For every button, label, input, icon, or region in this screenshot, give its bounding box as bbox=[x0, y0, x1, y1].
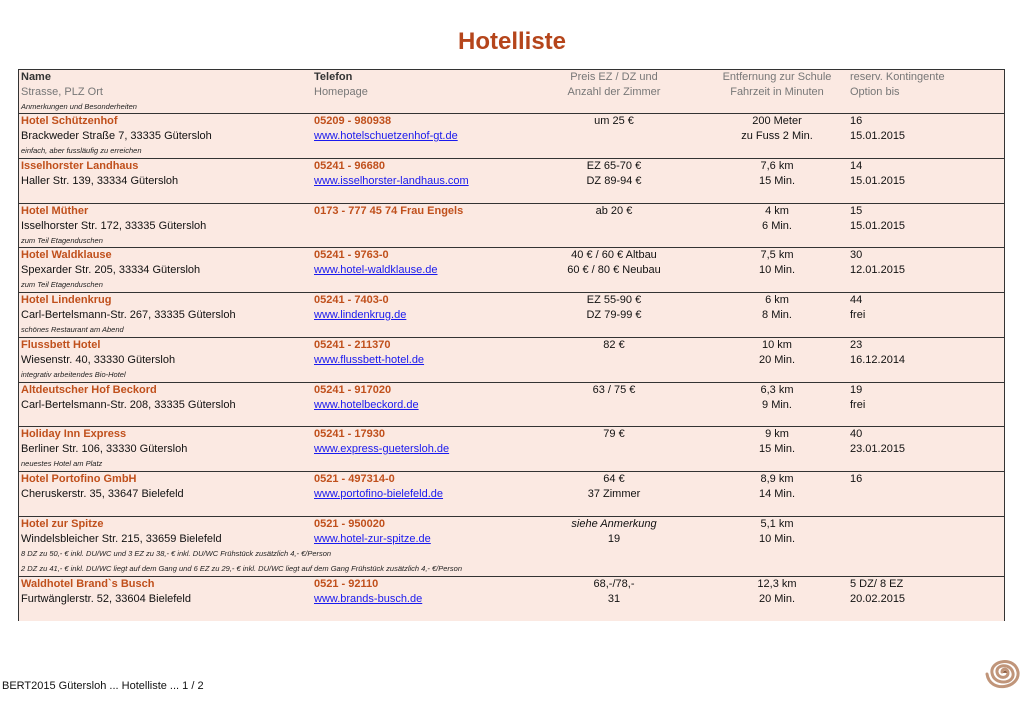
hotel-price: EZ 65-70 € bbox=[586, 160, 642, 172]
hotel-table bbox=[18, 69, 1005, 621]
hotel-drive-time: 10 Min. bbox=[758, 533, 796, 545]
hotel-name: Hotel zur Spitze bbox=[21, 518, 104, 530]
hotel-price: 68,-/78,- bbox=[593, 578, 635, 590]
hotel-address: Windelsbleicher Str. 215, 33659 Bielefeld bbox=[21, 533, 222, 545]
hotel-phone: 0521 - 950020 bbox=[314, 518, 385, 530]
hotel-option-date: frei bbox=[850, 399, 866, 411]
header-notes: Anmerkungen und Besonderheiten bbox=[21, 102, 137, 111]
hotel-price: 63 / 75 € bbox=[592, 384, 636, 396]
hotel-phone: 05209 - 980938 bbox=[314, 115, 392, 127]
hotel-phone: 05241 - 7403-0 bbox=[314, 294, 389, 306]
hotel-address: Haller Str. 139, 33334 Gütersloh bbox=[21, 175, 179, 187]
hotel-name: Holiday Inn Express bbox=[21, 428, 127, 440]
hotel-distance: 5,1 km bbox=[760, 518, 794, 530]
hotel-drive-time: 15 Min. bbox=[758, 443, 796, 455]
hotel-row bbox=[19, 114, 1004, 159]
spiral-logo-icon bbox=[982, 646, 1022, 698]
hotel-distance: 8,9 km bbox=[760, 473, 794, 485]
hotel-homepage-link[interactable]: www.brands-busch.de bbox=[314, 593, 423, 605]
page-footer: BERT2015 Gütersloh ... Hotelliste ... 1 / 2 bbox=[2, 680, 204, 692]
header-option: Option bis bbox=[850, 86, 900, 98]
hotel-rooms: 37 Zimmer bbox=[587, 488, 641, 500]
hotel-contingent: 16 bbox=[850, 473, 863, 485]
hotel-note: 8 DZ zu 50,- € inkl. DU/WC und 3 EZ zu 38,- € inkl. DU/WC Frühstück zusätzlich 4,- €/Person bbox=[21, 549, 332, 558]
hotel-price: 82 € bbox=[603, 339, 625, 351]
hotel-option-date: 15.01.2015 bbox=[850, 220, 906, 232]
hotel-price-dz: 60 € / 80 € Neubau bbox=[567, 264, 661, 276]
hotel-price: 40 € / 60 € Altbau bbox=[571, 249, 657, 261]
hotel-note: einfach, aber fussläufig zu erreichen bbox=[21, 146, 142, 155]
header-price: Preis EZ / DZ und bbox=[570, 71, 658, 83]
hotel-row bbox=[19, 293, 1004, 338]
hotel-note: zum Teil Etagenduschen bbox=[21, 280, 103, 289]
hotel-price: 64 € bbox=[603, 473, 625, 485]
hotel-row bbox=[19, 338, 1004, 383]
hotel-contingent: 14 bbox=[850, 160, 863, 172]
hotel-phone: 05241 - 17930 bbox=[314, 428, 385, 440]
hotel-name: Hotel Waldklause bbox=[21, 249, 112, 261]
hotel-option-date: 23.01.2015 bbox=[850, 443, 906, 455]
hotel-note: neuestes Hotel am Platz bbox=[21, 459, 103, 468]
hotel-note: zum Teil Etagenduschen bbox=[21, 236, 103, 245]
hotel-phone: 05241 - 211370 bbox=[314, 339, 391, 351]
hotel-homepage-link[interactable]: www.flussbett-hotel.de bbox=[314, 354, 425, 366]
hotel-phone: 0521 - 497314-0 bbox=[314, 473, 395, 485]
hotel-row bbox=[19, 248, 1004, 293]
hotel-note-2: 2 DZ zu 41,- € inkl. DU/WC liegt auf dem Gang und 6 EZ zu 29,- € inkl. DU/WC liegt auf dem Gang Frühstück zusätzlich 4,- €/Person bbox=[21, 564, 463, 573]
hotel-homepage-link[interactable]: www.hotelbeckord.de bbox=[314, 399, 419, 411]
hotel-name: Hotel Lindenkrug bbox=[21, 294, 112, 306]
hotel-option-date: 20.02.2015 bbox=[850, 593, 906, 605]
hotel-price: ab 20 € bbox=[595, 205, 633, 217]
hotel-row bbox=[19, 159, 1004, 204]
hotel-homepage-link[interactable]: www.lindenkrug.de bbox=[314, 309, 407, 321]
hotel-name: Altdeutscher Hof Beckord bbox=[21, 384, 157, 396]
hotel-distance: 12,3 km bbox=[757, 578, 797, 590]
hotel-distance: 6 km bbox=[765, 294, 789, 306]
hotel-rooms: 19 bbox=[607, 533, 621, 545]
hotel-phone: 0173 - 777 45 74 Frau Engels bbox=[314, 205, 464, 217]
hotel-distance: 7,6 km bbox=[760, 160, 794, 172]
hotel-rooms: 31 bbox=[607, 593, 621, 605]
hotel-contingent: 40 bbox=[850, 428, 863, 440]
hotel-contingent: 23 bbox=[850, 339, 863, 351]
hotel-row bbox=[19, 427, 1004, 472]
hotel-name: Hotel Schützenhof bbox=[21, 115, 118, 127]
header-rooms: Anzahl der Zimmer bbox=[567, 86, 661, 98]
header-address: Strasse, PLZ Ort bbox=[21, 86, 103, 98]
hotel-option-date: frei bbox=[850, 309, 866, 321]
hotel-phone: 0521 - 92110 bbox=[314, 578, 379, 590]
hotel-option-date: 15.01.2015 bbox=[850, 130, 906, 142]
hotel-name: Waldhotel Brand`s Busch bbox=[21, 578, 155, 590]
hotel-address: Wiesenstr. 40, 33330 Gütersloh bbox=[21, 354, 176, 366]
hotel-contingent: 16 bbox=[850, 115, 863, 127]
hotel-row bbox=[19, 472, 1004, 517]
hotel-contingent: 30 bbox=[850, 249, 863, 261]
hotel-price: um 25 € bbox=[594, 115, 634, 127]
hotel-price: siehe Anmerkung bbox=[571, 518, 657, 530]
hotel-distance: 6,3 km bbox=[760, 384, 794, 396]
hotel-address: Furtwänglerstr. 52, 33604 Bielefeld bbox=[21, 593, 191, 605]
hotel-price: EZ 55-90 € bbox=[586, 294, 642, 306]
header-homepage: Homepage bbox=[314, 86, 368, 98]
hotel-address: Isselhorster Str. 172, 33335 Gütersloh bbox=[21, 220, 207, 232]
hotel-drive-time: 20 Min. bbox=[758, 354, 796, 366]
hotel-price: 79 € bbox=[603, 428, 625, 440]
header-drive-time: Fahrzeit in Minuten bbox=[730, 86, 824, 98]
hotel-note: schönes Restaurant am Abend bbox=[21, 325, 124, 334]
hotel-homepage-link[interactable]: www.hotel-zur-spitze.de bbox=[314, 533, 431, 545]
hotel-contingent: 15 bbox=[850, 205, 863, 217]
table-header bbox=[19, 70, 1004, 114]
hotel-homepage-link[interactable]: www.isselhorster-landhaus.com bbox=[314, 175, 469, 187]
hotel-drive-time: zu Fuss 2 Min. bbox=[741, 130, 813, 142]
hotel-phone: 05241 - 9763-0 bbox=[314, 249, 389, 261]
hotel-row bbox=[19, 383, 1004, 427]
header-phone: Telefon bbox=[314, 71, 353, 83]
hotel-distance: 7,5 km bbox=[760, 249, 794, 261]
hotel-distance: 10 km bbox=[762, 339, 792, 351]
hotel-drive-time: 15 Min. bbox=[758, 175, 796, 187]
hotel-address: Spexarder Str. 205, 33334 Gütersloh bbox=[21, 264, 201, 276]
hotel-option-date: 12.01.2015 bbox=[850, 264, 906, 276]
hotel-phone: 05241 - 96680 bbox=[314, 160, 385, 172]
hotel-row bbox=[19, 577, 1004, 621]
hotel-name: Isselhorster Landhaus bbox=[21, 160, 139, 172]
hotel-drive-time: 20 Min. bbox=[758, 593, 796, 605]
hotel-homepage-link[interactable]: www.hotel-waldklause.de bbox=[314, 264, 438, 276]
hotel-address: Carl-Bertelsmann-Str. 267, 33335 Gütersloh bbox=[21, 309, 236, 321]
hotel-option-date: 16.12.2014 bbox=[850, 354, 906, 366]
page-title: Hotelliste bbox=[457, 28, 567, 55]
hotel-drive-time: 14 Min. bbox=[758, 488, 796, 500]
hotel-distance: 9 km bbox=[765, 428, 789, 440]
header-reservation: reserv. Kontingente bbox=[850, 71, 945, 83]
header-distance: Entfernung zur Schule bbox=[722, 71, 832, 83]
hotel-name: Flussbett Hotel bbox=[21, 339, 101, 351]
header-name: Name bbox=[21, 71, 51, 83]
hotel-homepage-link[interactable]: www.express-guetersloh.de bbox=[314, 443, 450, 455]
hotel-address: Brackweder Straße 7, 33335 Gütersloh bbox=[21, 130, 212, 142]
hotel-price-dz: DZ 89-94 € bbox=[586, 175, 642, 187]
hotel-drive-time: 10 Min. bbox=[758, 264, 796, 276]
hotel-name: Hotel Müther bbox=[21, 205, 89, 217]
hotel-address: Cheruskerstr. 35, 33647 Bielefeld bbox=[21, 488, 184, 500]
hotel-contingent: 19 bbox=[850, 384, 863, 396]
hotel-row bbox=[19, 204, 1004, 248]
hotel-drive-time: 9 Min. bbox=[762, 399, 792, 411]
hotel-phone: 05241 - 917020 bbox=[314, 384, 392, 396]
hotel-address: Berliner Str. 106, 33330 Gütersloh bbox=[21, 443, 188, 455]
hotel-note: integrativ arbeitendes Bio-Hotel bbox=[21, 370, 126, 379]
hotel-option-date: 15.01.2015 bbox=[850, 175, 906, 187]
hotel-contingent: 5 DZ/ 8 EZ bbox=[850, 578, 904, 590]
hotel-drive-time: 8 Min. bbox=[762, 309, 792, 321]
hotel-distance: 200 Meter bbox=[752, 115, 802, 127]
hotel-homepage-link[interactable]: www.hotelschuetzenhof-gt.de bbox=[314, 130, 458, 142]
hotel-row bbox=[19, 517, 1004, 577]
hotel-drive-time: 6 Min. bbox=[762, 220, 792, 232]
hotel-homepage-link[interactable]: www.portofino-bielefeld.de bbox=[314, 488, 444, 500]
hotel-price-dz: DZ 79-99 € bbox=[586, 309, 642, 321]
hotel-distance: 4 km bbox=[765, 205, 789, 217]
hotel-name: Hotel Portofino GmbH bbox=[21, 473, 137, 485]
hotel-address: Carl-Bertelsmann-Str. 208, 33335 Gütersloh bbox=[21, 399, 236, 411]
hotel-contingent: 44 bbox=[850, 294, 863, 306]
